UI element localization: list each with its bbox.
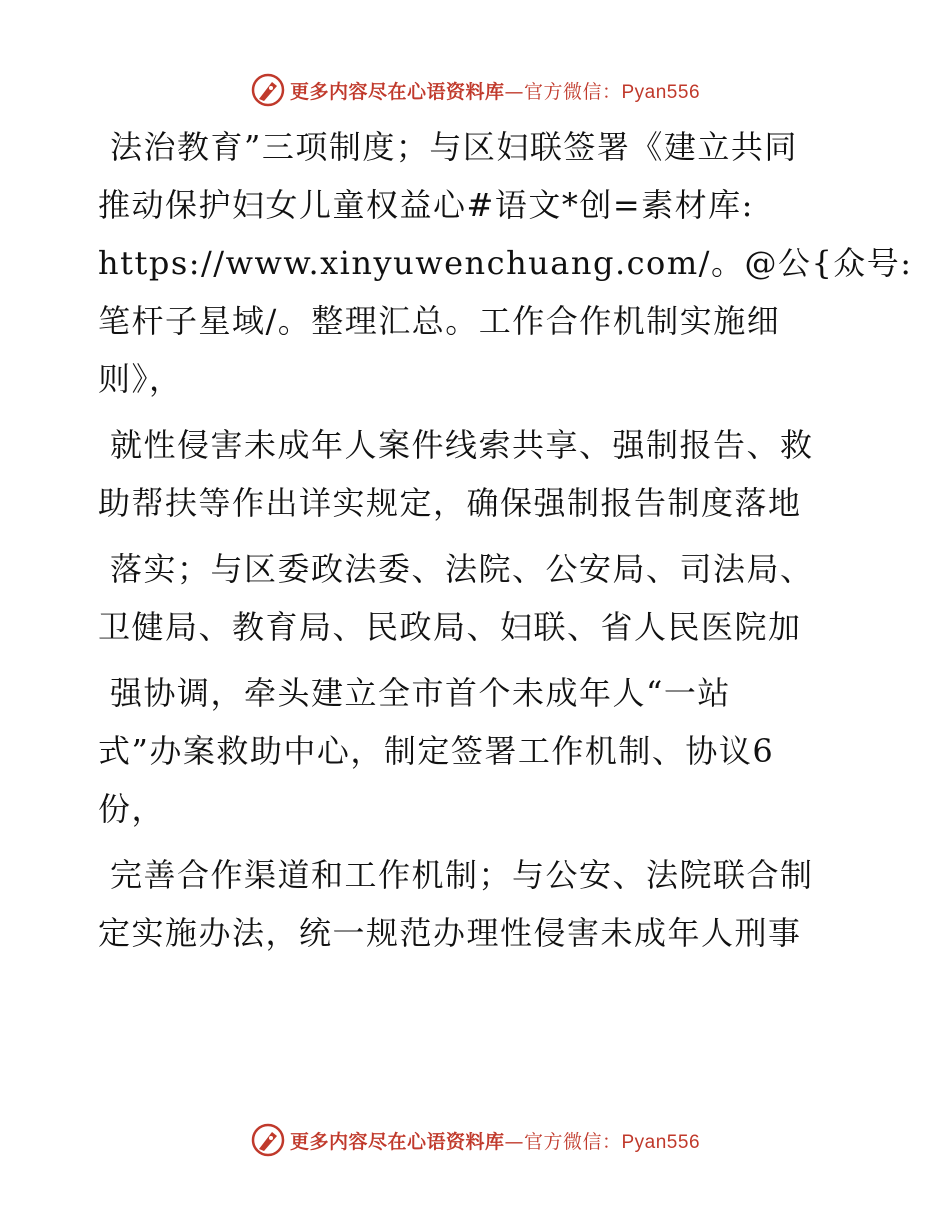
paragraph-5	[98, 846, 838, 962]
text-line: 份，	[98, 790, 166, 828]
banner-wechat-id: Pyan556	[621, 1131, 701, 1153]
text-line: 卫健局、教育局、民政局、妇联、省人民医院加	[98, 608, 802, 646]
text-line: 法治教育”三项制度；与区妇联签署《建立共同	[110, 128, 798, 166]
paragraph-3	[98, 540, 838, 656]
banner-site-name: 更多内容尽在心语资料库	[289, 1130, 505, 1153]
document-body	[98, 118, 913, 970]
text-line: 助帮扶等作出详实规定，确保强制报告制度落地	[98, 484, 802, 522]
text-line: 就性侵害未成年人案件线索共享、强制报告、救	[110, 426, 814, 464]
text-line: 则》，	[98, 360, 183, 398]
text-line: 笔杆子星域/。整理汇总。工作合作机制实施细	[98, 302, 781, 340]
banner-site-name: 更多内容尽在心语资料库	[289, 80, 505, 103]
text-line: 式”办案救助中心，制定签署工作机制、协议6	[98, 732, 775, 770]
banner-dash: —	[504, 1130, 524, 1153]
banner-dash: —	[504, 80, 524, 103]
banner-text	[290, 77, 700, 104]
banner-wechat-id: Pyan556	[621, 81, 701, 103]
text-line: 推动保护妇女儿童权益心#语文*创=素材库:	[98, 186, 754, 224]
header-watermark-banner	[0, 70, 950, 110]
text-line: 落实；与区委政法委、法院、公安局、司法局、	[110, 550, 814, 588]
footer-watermark-banner	[0, 1120, 950, 1160]
banner-wechat-label: 官方微信：	[523, 1130, 622, 1153]
text-line: 强协调，牵头建立全市首个未成年人“一站	[110, 674, 731, 712]
paragraph-4	[98, 664, 838, 838]
paragraph-1	[98, 118, 913, 408]
banner-text	[290, 1127, 700, 1154]
text-line: 完善合作渠道和工作机制；与公安、法院联合制	[110, 856, 814, 894]
pen-nib-logo-icon	[250, 72, 286, 108]
text-line: https://www.xinyuwenchuang.com/。@公{众号:	[98, 244, 913, 282]
paragraph-2	[98, 416, 838, 532]
pen-nib-logo-icon	[250, 1122, 286, 1158]
banner-wechat-label: 官方微信：	[523, 80, 622, 103]
text-line: 定实施办法，统一规范办理性侵害未成年人刑事	[98, 914, 802, 952]
